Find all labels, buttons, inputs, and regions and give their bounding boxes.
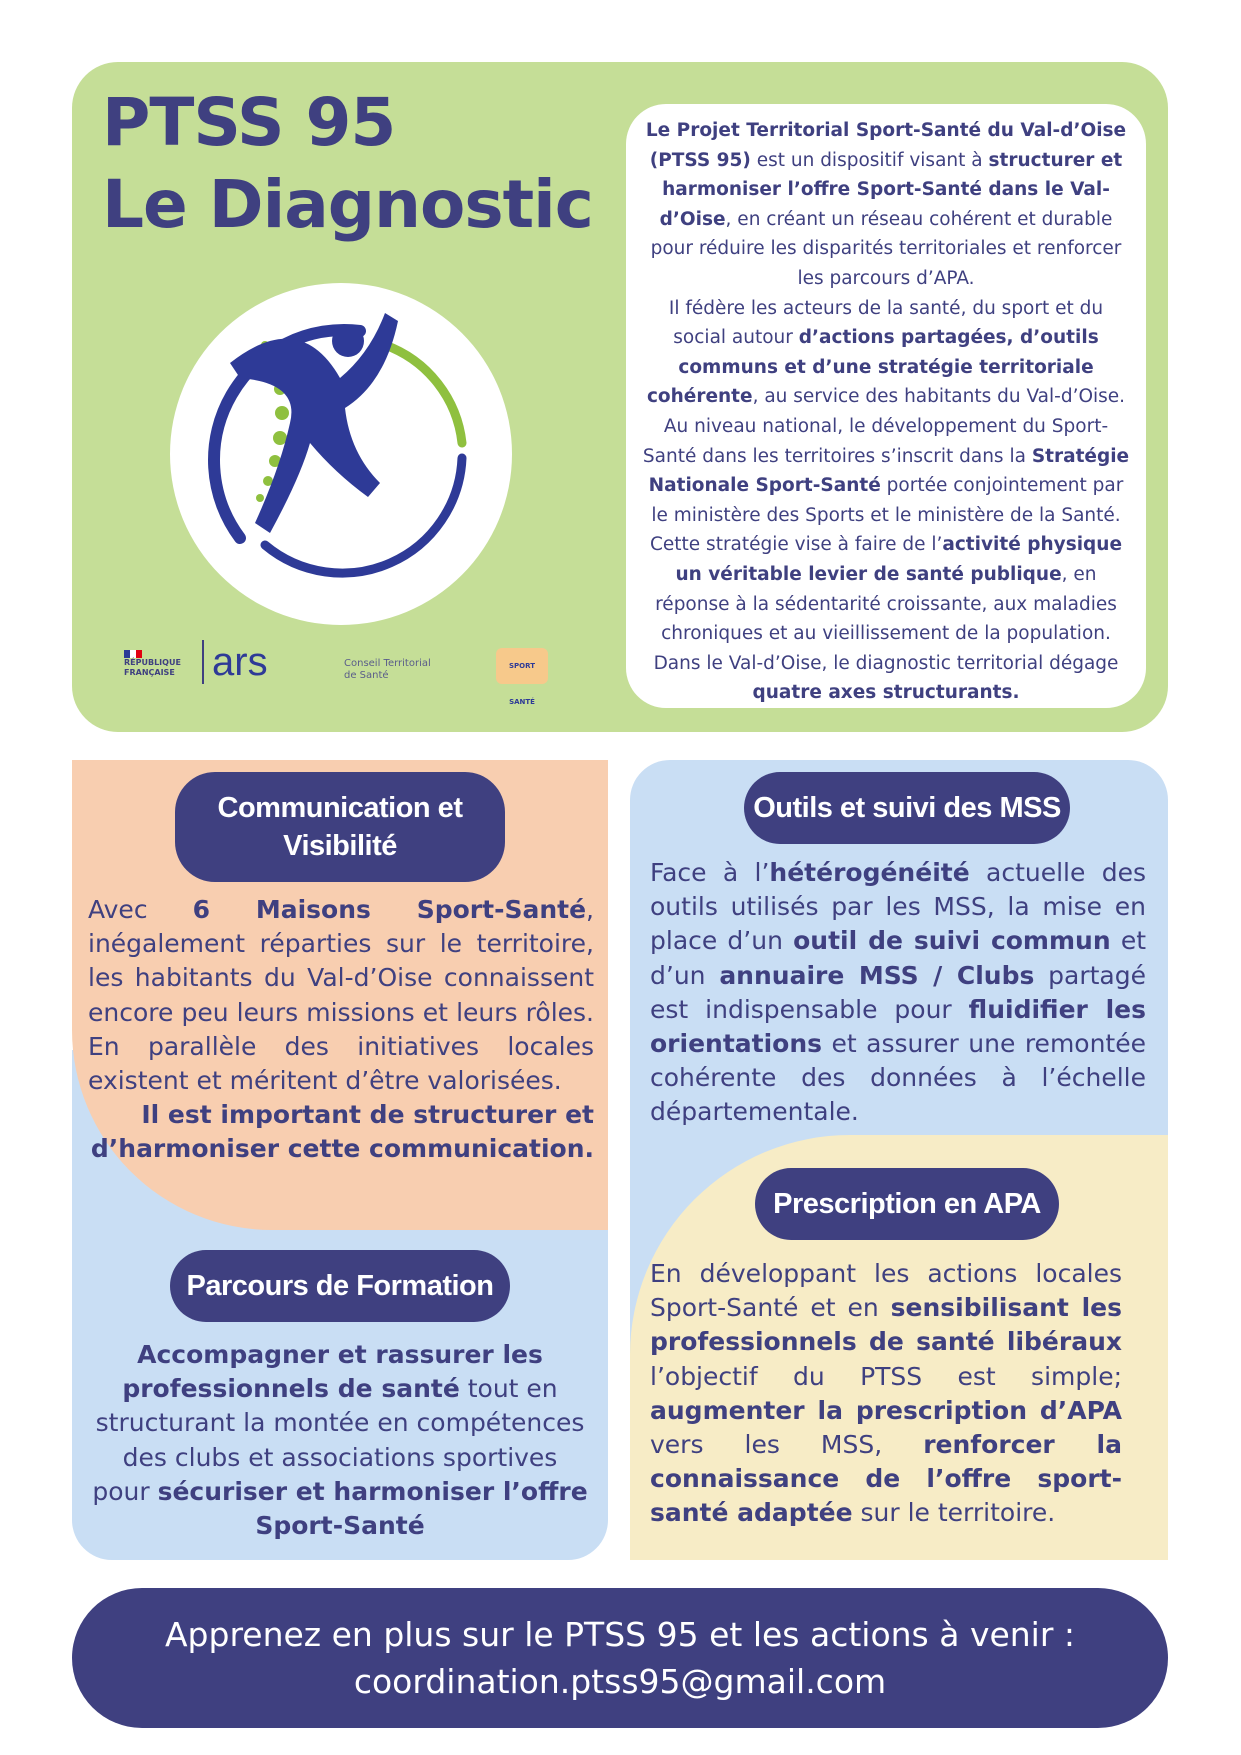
outils-text: Face à l’hétérogénéité actuelle des outils utilisés par les MSS, la mise en place d’un outil de suivi commun et d’un annuaire MSS / Clubs partagé est indispensable pour fluidifier les orientations et assurer une remontée cohérente des données à l’échelle départementale.: [650, 858, 1146, 1127]
intro-text: Le Projet Territorial Sport-Santé du Val-d’Oise (PTSS 95) est un dispositif visant à structurer et harmoniser l’offre Sport-Santé dans le Val-d’Oise, en créant un réseau cohérent et durable pour réduire les disparités territoriales et renforcer les parcours d’APA. Il fédère les acteurs de la santé, du sport et du social autour d’actions partagées, d’outils communs et d’une stratégie territoriale cohérente, au service des habitants du Val-d’Oise. Au niveau national, le développement du Sport-Santé dans les territoires s’inscrit dans la Stratégie Nationale Sport-Santé portée conjointement par le ministère des Sports et le ministère de la Santé. Cette stratégie vise à faire de l’activité physique un véritable levier de santé publique, en réponse à la sédentarité croissante, aux maladies chroniques et au vieillissement de la population. Dans le Val-d’Oise, le diagnostic territorial dégage quatre axes structurants.: [642, 120, 1130, 704]
ptss-logo-icon: [170, 283, 512, 625]
communication-text: Avec 6 Maisons Sport-Santé, inégalement réparties sur le territoire, les habitants du Val-d’Oise connaissent encore peu leurs missions et leurs rôles. En parallèle des initiatives locales existent et méritent d’être valorisées.: [88, 895, 594, 1096]
footer-text: Apprenez en plus sur le PTSS 95 et les actions à venir :: [164, 1615, 1076, 1654]
communication-heading: Communication et Visibilité: [175, 772, 505, 882]
republique-francaise-logo: RÉPUBLIQUE FRANÇAISE: [124, 650, 181, 678]
ars-logo: ars: [202, 640, 268, 684]
page-title: [102, 82, 622, 246]
prescription-text: En développant les actions locales Sport-Santé et en sensibilisant les professionnels de santé libéraux l’objectif du PTSS est simple; augmenter la prescription d’APA vers les MSS, renforcer la connaissance de l’offre sport-santé adaptée sur le territoire.: [650, 1259, 1122, 1528]
partner-logos: [124, 640, 564, 706]
communication-conclusion: Il est important de structurer et d’harmoniser cette communication.: [90, 1100, 594, 1164]
prescription-heading: Prescription en APA: [755, 1168, 1059, 1240]
parcours-text: Accompagner et rassurer les professionnels de santé tout en structurant la montée en compétences des clubs et associations sportives pour sécuriser et harmoniser l’offre Sport-Santé: [92, 1340, 588, 1541]
parcours-heading: Parcours de Formation: [170, 1250, 510, 1322]
footer-banner: [72, 1588, 1168, 1728]
title-line-1: PTSS 95: [102, 84, 396, 161]
contact-email-link[interactable]: coordination.ptss95@gmail.com: [353, 1662, 887, 1701]
sport-sante-logo: SPORT SANTÉ: [496, 648, 548, 684]
outils-heading: Outils et suivi des MSS: [744, 772, 1070, 844]
cts-logo: Conseil Territorial de Santé: [344, 658, 431, 681]
title-line-2: Le Diagnostic: [102, 166, 593, 243]
